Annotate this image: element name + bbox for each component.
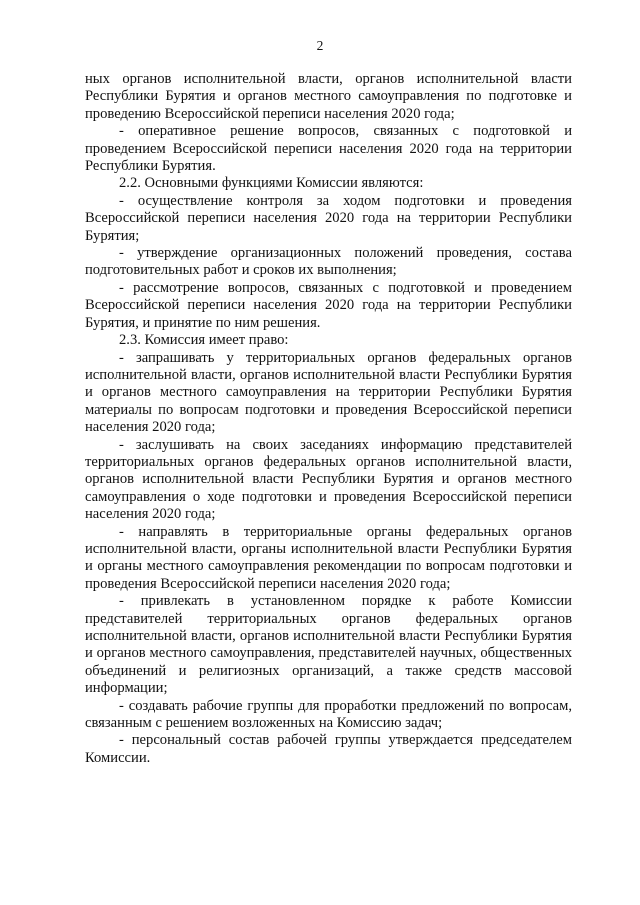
- page-number: 2: [316, 38, 324, 53]
- paragraph: - запрашивать у территориальных органов федеральных органов исполнительной власти, органов исполнительной власти Республики Бурятия и органов местного самоуправления на территории Республики Бурятия материалы по вопросам подготовки и проведения Всероссийской переписи населения 2020 года;: [85, 349, 572, 436]
- paragraph: - направлять в территориальные органы федеральных органов исполнительной власти, органы исполнительной власти Республики Бурятия и органы местного самоуправления рекомендации по вопросам подготовки и проведения Всероссийской переписи населения 2020 года;: [85, 523, 572, 592]
- paragraph: - рассмотрение вопросов, связанных с подготовкой и проведением Всероссийской переписи населения 2020 года на территории Республики Бурятия, и принятие по ним решения.: [85, 279, 572, 331]
- paragraph: - заслушивать на своих заседаниях информацию представителей территориальных органов федеральных органов исполнительной власти, органов исполнительной власти Республики Бурятия и органов местного самоуправления о ходе подготовки и проведения Всероссийской переписи населения 2020 года;: [85, 436, 572, 523]
- paragraph: - создавать рабочие группы для проработки предложений по вопросам, связанным с решением возложенных на Комиссию задач;: [85, 697, 572, 732]
- paragraph: - осуществление контроля за ходом подготовки и проведения Всероссийской переписи населения 2020 года на территории Республики Бурятия;: [85, 192, 572, 244]
- document-body: [85, 71, 572, 767]
- section-heading-2-3: 2.3. Комиссия имеет право:: [119, 332, 289, 349]
- section-heading-2-2: 2.2. Основными функциями Комиссии являются:: [119, 175, 424, 192]
- paragraph: - утверждение организационных положений проведения, состава подготовительных работ и сроков их выполнения;: [85, 245, 572, 279]
- paragraph-continuation: ных органов исполнительной власти, органов исполнительной власти Республики Бурятия и органов местного самоуправления по подготовке и проведению Всероссийской переписи населения 2020 года;: [85, 71, 572, 122]
- paragraph: - привлекать в установленном порядке к работе Комиссии представителей территориальных органов федеральных органов исполнительной власти, органов исполнительной власти Республики Бурятия и органов местного самоуправления, представителей научных, общественных объединений и религиозных организаций, а также средств массовой информации;: [85, 593, 572, 697]
- paragraph: - оперативное решение вопросов, связанных с подготовкой и проведением Всероссийской переписи населения 2020 года на территории Республики Бурятия.: [85, 123, 572, 175]
- paragraph: - персональный состав рабочей группы утверждается председателем Комиссии.: [85, 732, 572, 766]
